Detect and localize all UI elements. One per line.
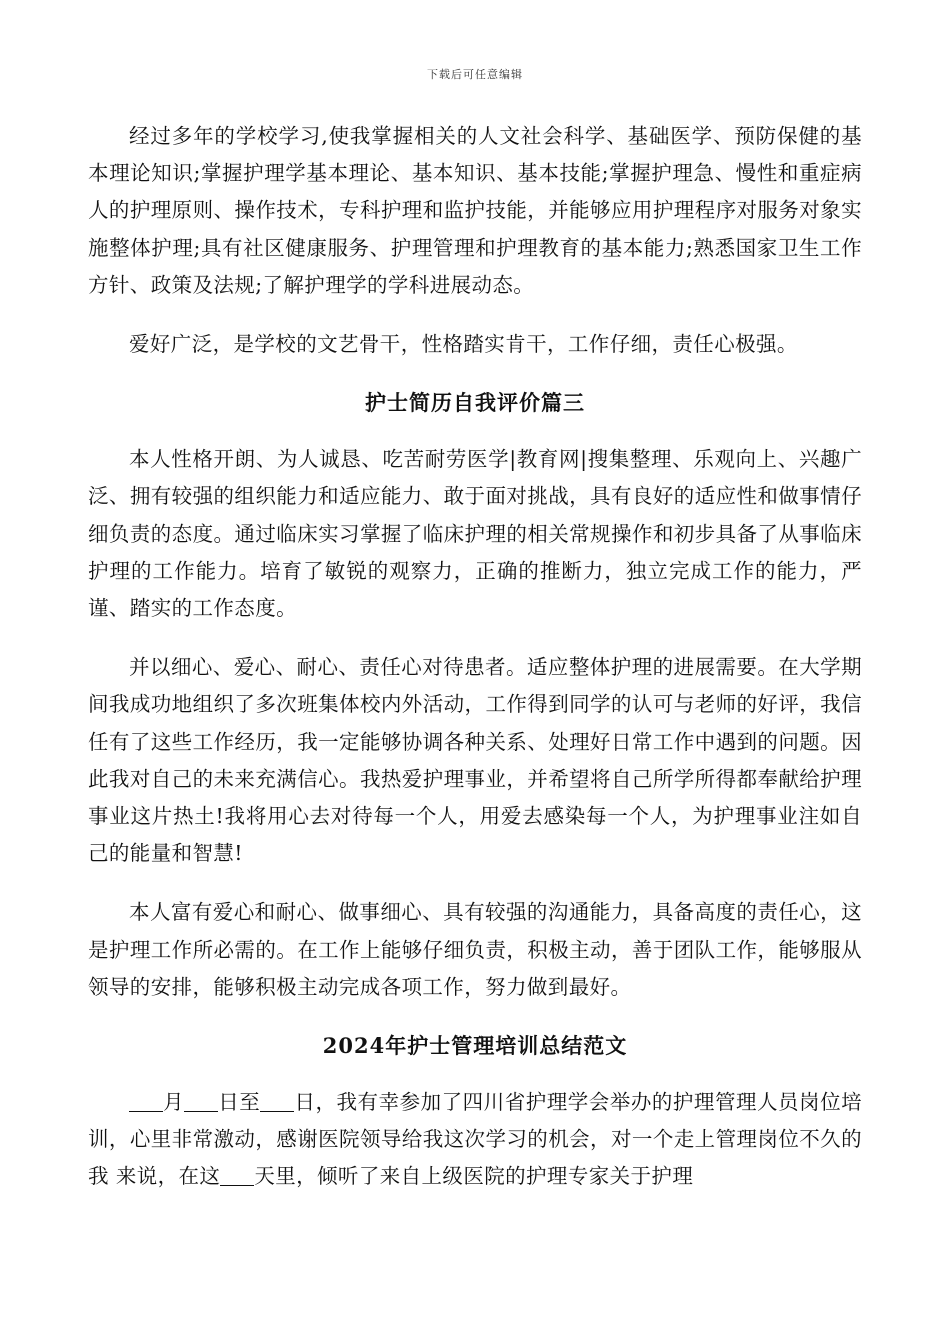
paragraph-hobbies: 爱好广泛，是学校的文艺骨干，性格踏实肯干，工作仔细，责任心极强。 bbox=[129, 332, 798, 357]
page-header-watermark: 下载后可任意编辑 bbox=[427, 68, 523, 81]
blank-line bbox=[260, 1091, 294, 1113]
paragraph-qualities: 本人富有爱心和耐心、做事细心、具有较强的沟通能力，具备高度的责任心，这是护理工作所必需的。在工作上能够仔细负责，积极主动，善于团队工作，能够服从领导的安排，能够积极主动完成各项工作，努力做到最好。 bbox=[88, 900, 862, 999]
blank-line bbox=[129, 1091, 163, 1113]
paragraph-attitude: 并以细心、爱心、耐心、责任心对待患者。适应整体护理的进展需要。在大学期间我成功地组织了多次班集体校内外活动，工作得到同学的认可与老师的好评，我信任有了这些工作经历，我一定能够协调各种关系、处理好日常工作中遇到的问题。因此我对自己的未来充满信心。我热爱护理事业，并希望将自己所学所得都奉献给护理事业这片热土!我将用心去对待每一个人，用爱去感染每一个人，为护理事业注如自己的能量和智慧! bbox=[88, 655, 862, 866]
text-day-to: 日至 bbox=[218, 1090, 261, 1115]
blank-line bbox=[184, 1091, 218, 1113]
text-training-tail: 天里，倾听了来自上级医院的护理专家关于护理 bbox=[254, 1164, 694, 1189]
text-month: 月 bbox=[163, 1090, 185, 1115]
paragraph-training-intro bbox=[88, 1084, 862, 1196]
paragraph-education: 经过多年的学校学习,使我掌握相关的人文社会科学、基础医学、预防保健的基本理论知识;掌握护理学基本理论、基本知识、基本技能;掌握护理急、慢性和重症病人的护理原则、操作技术，专科护理和监护技能，并能够应用护理程序对服务对象实施整体护理;具有社区健康服务、护理管理和护理教育的基本能力;熟悉国家卫生工作方针、政策及法规;了解护理学的学科进展动态。 bbox=[88, 124, 862, 297]
text-training-body: 日，我有幸参加了四川省护理学会举办的护理管理人员岗位培训，心里非常激动，感谢医院领导给我这次学习的机会，对一个走上管理岗位不久的我 来说，在这 bbox=[88, 1090, 862, 1189]
section-title-part3: 护士简历自我评价篇三 bbox=[365, 390, 585, 416]
section-title-training-summary: 2024年护士管理培训总结范文 bbox=[322, 1033, 628, 1059]
document-body bbox=[88, 118, 862, 1218]
paragraph-personality: 本人性格开朗、为人诚恳、吃苦耐劳医学|教育网|搜集整理、乐观向上、兴趣广泛、拥有较强的组织能力和适应能力、敢于面对挑战，具有良好的适应性和做事情仔细负责的态度。通过临床实习掌握了临床护理的相关常规操作和初步具备了从事临床护理的工作能力。培育了敏锐的观察力，正确的推断力，独立完成工作的能力，严谨、踏实的工作态度。 bbox=[88, 447, 862, 621]
blank-line bbox=[220, 1165, 254, 1187]
